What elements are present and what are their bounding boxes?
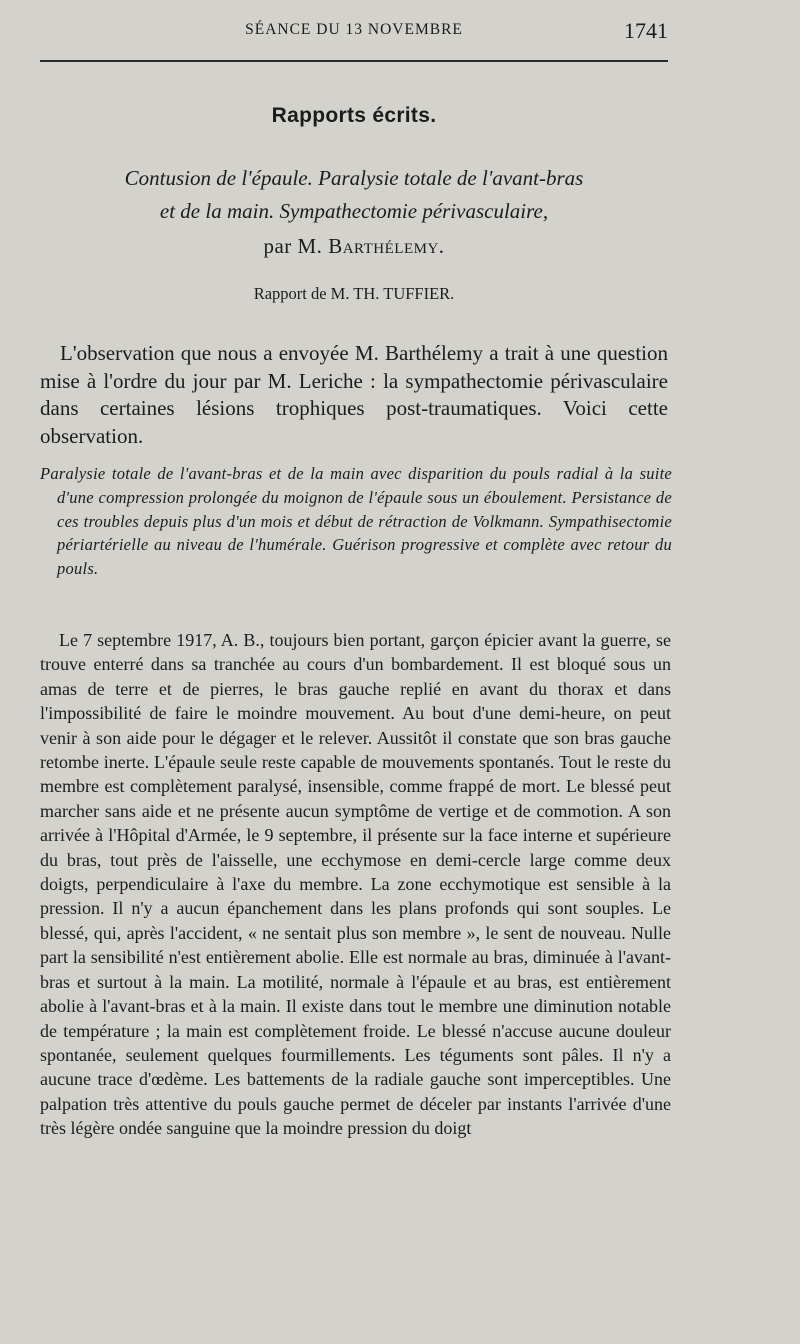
abstract-paragraph: Paralysie totale de l'avant-bras et de la main avec disparition du pouls radial à la suite d'une compression prolongée du moignon de l'épaule sous un éboulement. Persistance de ces troubles depuis plus d'un mois et début de rétraction de Volkmann. Sympathisectomie périartérielle au niveau de l'humérale. Guérison progressive et complète avec retour du pouls. [40, 464, 672, 579]
running-head [40, 18, 668, 44]
report-line: Rapport de M. TH. TUFFIER. [253, 284, 455, 303]
byline-prefix: par M. [263, 234, 329, 258]
page-number: 1741 [624, 18, 668, 43]
article-title [40, 162, 668, 228]
intro-paragraph: L'observation que nous a envoyée M. Barthélemy a trait à une question mise à l'ordre du jour par M. Leriche : la sympathectomie périvasculaire dans certaines lésions trophiques post-traumatiques. Voici cette observation. [40, 341, 668, 448]
body-paragraph: Le 7 septembre 1917, A. B., toujours bien portant, garçon épicier avant la guerre, se trouve enterré dans sa tranchée au cours d'un bombardement. Il est bloqué sous un amas de terre et de pierres, le bras gauche replié en avant du thorax et dans l'impossibilité de faire le moindre mouvement. Au bout d'une demi-heure, on peut venir à son aide pour le dégager et le relever. Aussitôt il constate que son bras gauche retombe inerte. L'épaule seule reste capable de mouvements spontanés. Tout le reste du membre est complètement paralysé, insensible, comme frappé de mort. Le blessé peut marcher sans aide et ne présente aucun symptôme de vertige et de commotion. A son arrivée à l'Hôpital d'Armée, le 9 septembre, il présente sur la face interne et supérieure du bras, tout près de l'aisselle, une ecchymose en demi-cercle large comme deux doigts, perpendiculaire à l'axe du membre. La zone ecchymotique est sensible à la pression. Il n'y a aucun épanchement dans les plans profonds qui sont souples. Le blessé, qui, après l'accident, « ne sentait plus son membre », le sent de nouveau. Nulle part la sensibilité n'est entièrement abolie. Elle est normale au bras, diminuée à l'avant-bras et surtout à la main. La motilité, normale à l'épaule et au bras, est entièrement abolie à l'avant-bras et à la main. Il existe dans tout le membre une diminution notable de température ; la main est complètement froide. Le blessé n'accuse aucune douleur spontanée, seulement quelques fourmillements. Les téguments sont pâles. Il n'y a aucune trace d'œdème. Les battements de la radiale gauche sont imperceptibles. Une palpation très attentive du pouls gauche permet de déceler par instants l'arrivée d'une très légère ondée sanguine que la moindre pression du doigt [40, 630, 671, 1139]
article-title-line-2: et de la main. Sympathectomie périvasculaire, [159, 199, 549, 223]
abstract-section [40, 462, 672, 581]
intro-section [40, 340, 668, 450]
body-section [40, 628, 671, 1141]
section-title: Rapports écrits. [271, 104, 437, 127]
article-title-line-1: Contusion de l'épaule. Paralysie totale de l'avant-bras [124, 166, 584, 190]
header-rule [40, 60, 668, 62]
running-title: SÉANCE DU 13 NOVEMBRE [245, 21, 463, 38]
byline [40, 234, 668, 259]
byline-author: Barthélemy. [328, 234, 445, 258]
